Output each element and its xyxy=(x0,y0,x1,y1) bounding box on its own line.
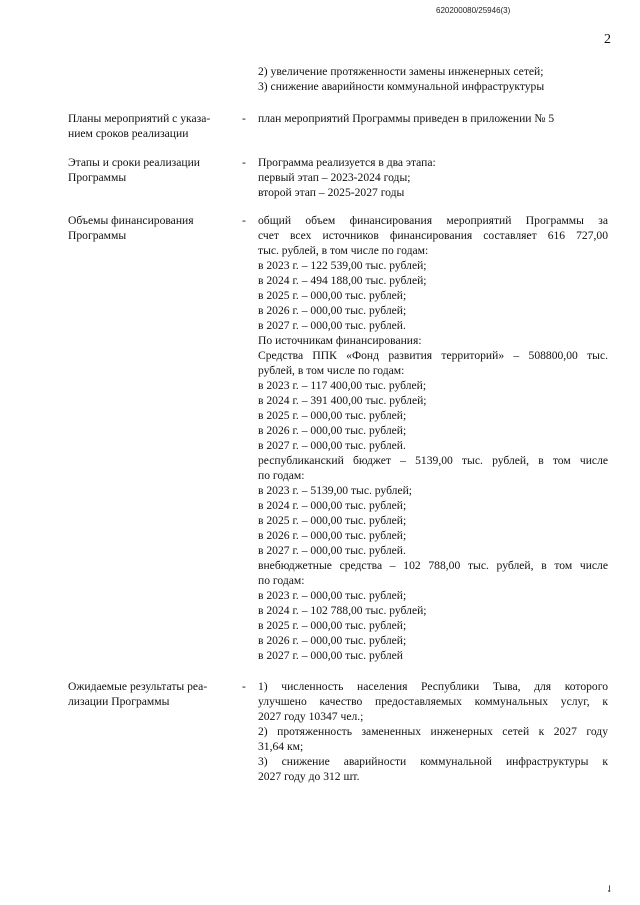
text-line: план мероприятий Программы приведен в приложении № 5 xyxy=(258,112,555,125)
label-line: Программы xyxy=(68,229,127,242)
section-label-plans xyxy=(68,111,236,141)
section-dash: - xyxy=(242,112,246,125)
text-line: первый этап – 2023-2024 годы; xyxy=(258,171,411,184)
text-line: 2027 году до 312 шт. xyxy=(258,770,360,783)
text-line: в 2025 г. – 000,00 тыс. рублей; xyxy=(258,619,407,632)
text-line: По источникам финансирования: xyxy=(258,334,422,347)
label-line: Этапы и сроки реализации xyxy=(68,156,200,169)
section-label-results xyxy=(68,679,236,709)
text-line: в 2024 г. – 494 188,00 тыс. рублей; xyxy=(258,274,427,287)
text-line: 1) численность населения Республики Тыва, для которого xyxy=(258,680,608,693)
text-line: Программа реализуется в два этапа: xyxy=(258,156,436,169)
text-line: внебюджетные средства – 102 788,00 тыс. рублей, в том числе xyxy=(258,559,608,572)
text-line: второй этап – 2025-2027 годы xyxy=(258,186,405,199)
text-line: счет всех источников финансирования составляет 616 727,00 xyxy=(258,229,608,242)
text-line: 3) снижение аварийности коммунальной инфраструктуры к xyxy=(258,755,608,768)
label-line: Программы xyxy=(68,171,127,184)
label-line: Объемы финансирования xyxy=(68,214,194,227)
text-line: в 2023 г. – 122 539,00 тыс. рублей; xyxy=(258,259,427,272)
section-text-stages xyxy=(258,155,608,200)
text-line: в 2026 г. – 000,00 тыс. рублей; xyxy=(258,529,407,542)
section-text-financing xyxy=(258,213,608,663)
text-line: по годам: xyxy=(258,574,305,587)
text-line: рублей, в том числе по годам: xyxy=(258,364,405,377)
text-line: в 2025 г. – 000,00 тыс. рублей; xyxy=(258,289,407,302)
text-line: в 2027 г. – 000,00 тыс. рублей. xyxy=(258,439,406,452)
text-line: в 2024 г. – 000,00 тыс. рублей; xyxy=(258,499,407,512)
label-line: лизации Программы xyxy=(68,695,170,708)
text-line: в 2026 г. – 000,00 тыс. рублей; xyxy=(258,304,407,317)
section-dash: - xyxy=(242,680,246,693)
label-line: Ожидаемые результаты реа- xyxy=(68,680,208,693)
document-id: 620200080/25946(3) xyxy=(436,6,511,15)
text-line: в 2023 г. – 000,00 тыс. рублей; xyxy=(258,589,407,602)
text-line: 31,64 км; xyxy=(258,740,304,753)
label-line: Планы мероприятий с указа- xyxy=(68,112,211,125)
text-line: в 2025 г. – 000,00 тыс. рублей; xyxy=(258,409,407,422)
page-number: 2 xyxy=(604,32,611,47)
text-line: по годам: xyxy=(258,469,305,482)
text-line: общий объем финансирования мероприятий Программы за xyxy=(258,214,608,227)
text-line: в 2027 г. – 000,00 тыс. рублей xyxy=(258,649,404,662)
text-line: улучшено качество предоставляемых коммунальных услуг, к xyxy=(258,695,608,708)
text-line: в 2023 г. – 5139,00 тыс. рублей; xyxy=(258,484,413,497)
text-line: в 2024 г. – 391 400,00 тыс. рублей; xyxy=(258,394,427,407)
text-line: 2027 году 10347 чел.; xyxy=(258,710,364,723)
text-line: республиканский бюджет – 5139,00 тыс. рублей, в том числе xyxy=(258,454,608,467)
intro-line: 2) увеличение протяженности замены инженерных сетей; xyxy=(258,65,544,78)
section-text-plans xyxy=(258,111,608,126)
text-line: в 2024 г. – 102 788,00 тыс. рублей; xyxy=(258,604,427,617)
intro-text xyxy=(258,64,608,94)
text-line: в 2027 г. – 000,00 тыс. рублей. xyxy=(258,319,406,332)
section-dash: - xyxy=(242,214,246,227)
text-line: в 2023 г. – 117 400,00 тыс. рублей; xyxy=(258,379,427,392)
section-label-stages xyxy=(68,155,236,185)
text-line: в 2026 г. – 000,00 тыс. рублей; xyxy=(258,634,407,647)
section-text-results xyxy=(258,679,608,784)
label-line: нием сроков реализации xyxy=(68,127,189,140)
text-line: тыс. рублей, в том числе по годам: xyxy=(258,244,429,257)
initials-mark: ✓ xyxy=(603,882,617,897)
intro-line: 3) снижение аварийности коммунальной инфраструктуры xyxy=(258,80,545,93)
text-line: в 2025 г. – 000,00 тыс. рублей; xyxy=(258,514,407,527)
text-line: 2) протяженность замененных инженерных сетей к 2027 году xyxy=(258,725,608,738)
text-line: в 2026 г. – 000,00 тыс. рублей; xyxy=(258,424,407,437)
text-line: Средства ППК «Фонд развития территорий» – 508800,00 тыс. xyxy=(258,349,608,362)
text-line: в 2027 г. – 000,00 тыс. рублей. xyxy=(258,544,406,557)
section-dash: - xyxy=(242,156,246,169)
section-label-financing xyxy=(68,213,236,243)
